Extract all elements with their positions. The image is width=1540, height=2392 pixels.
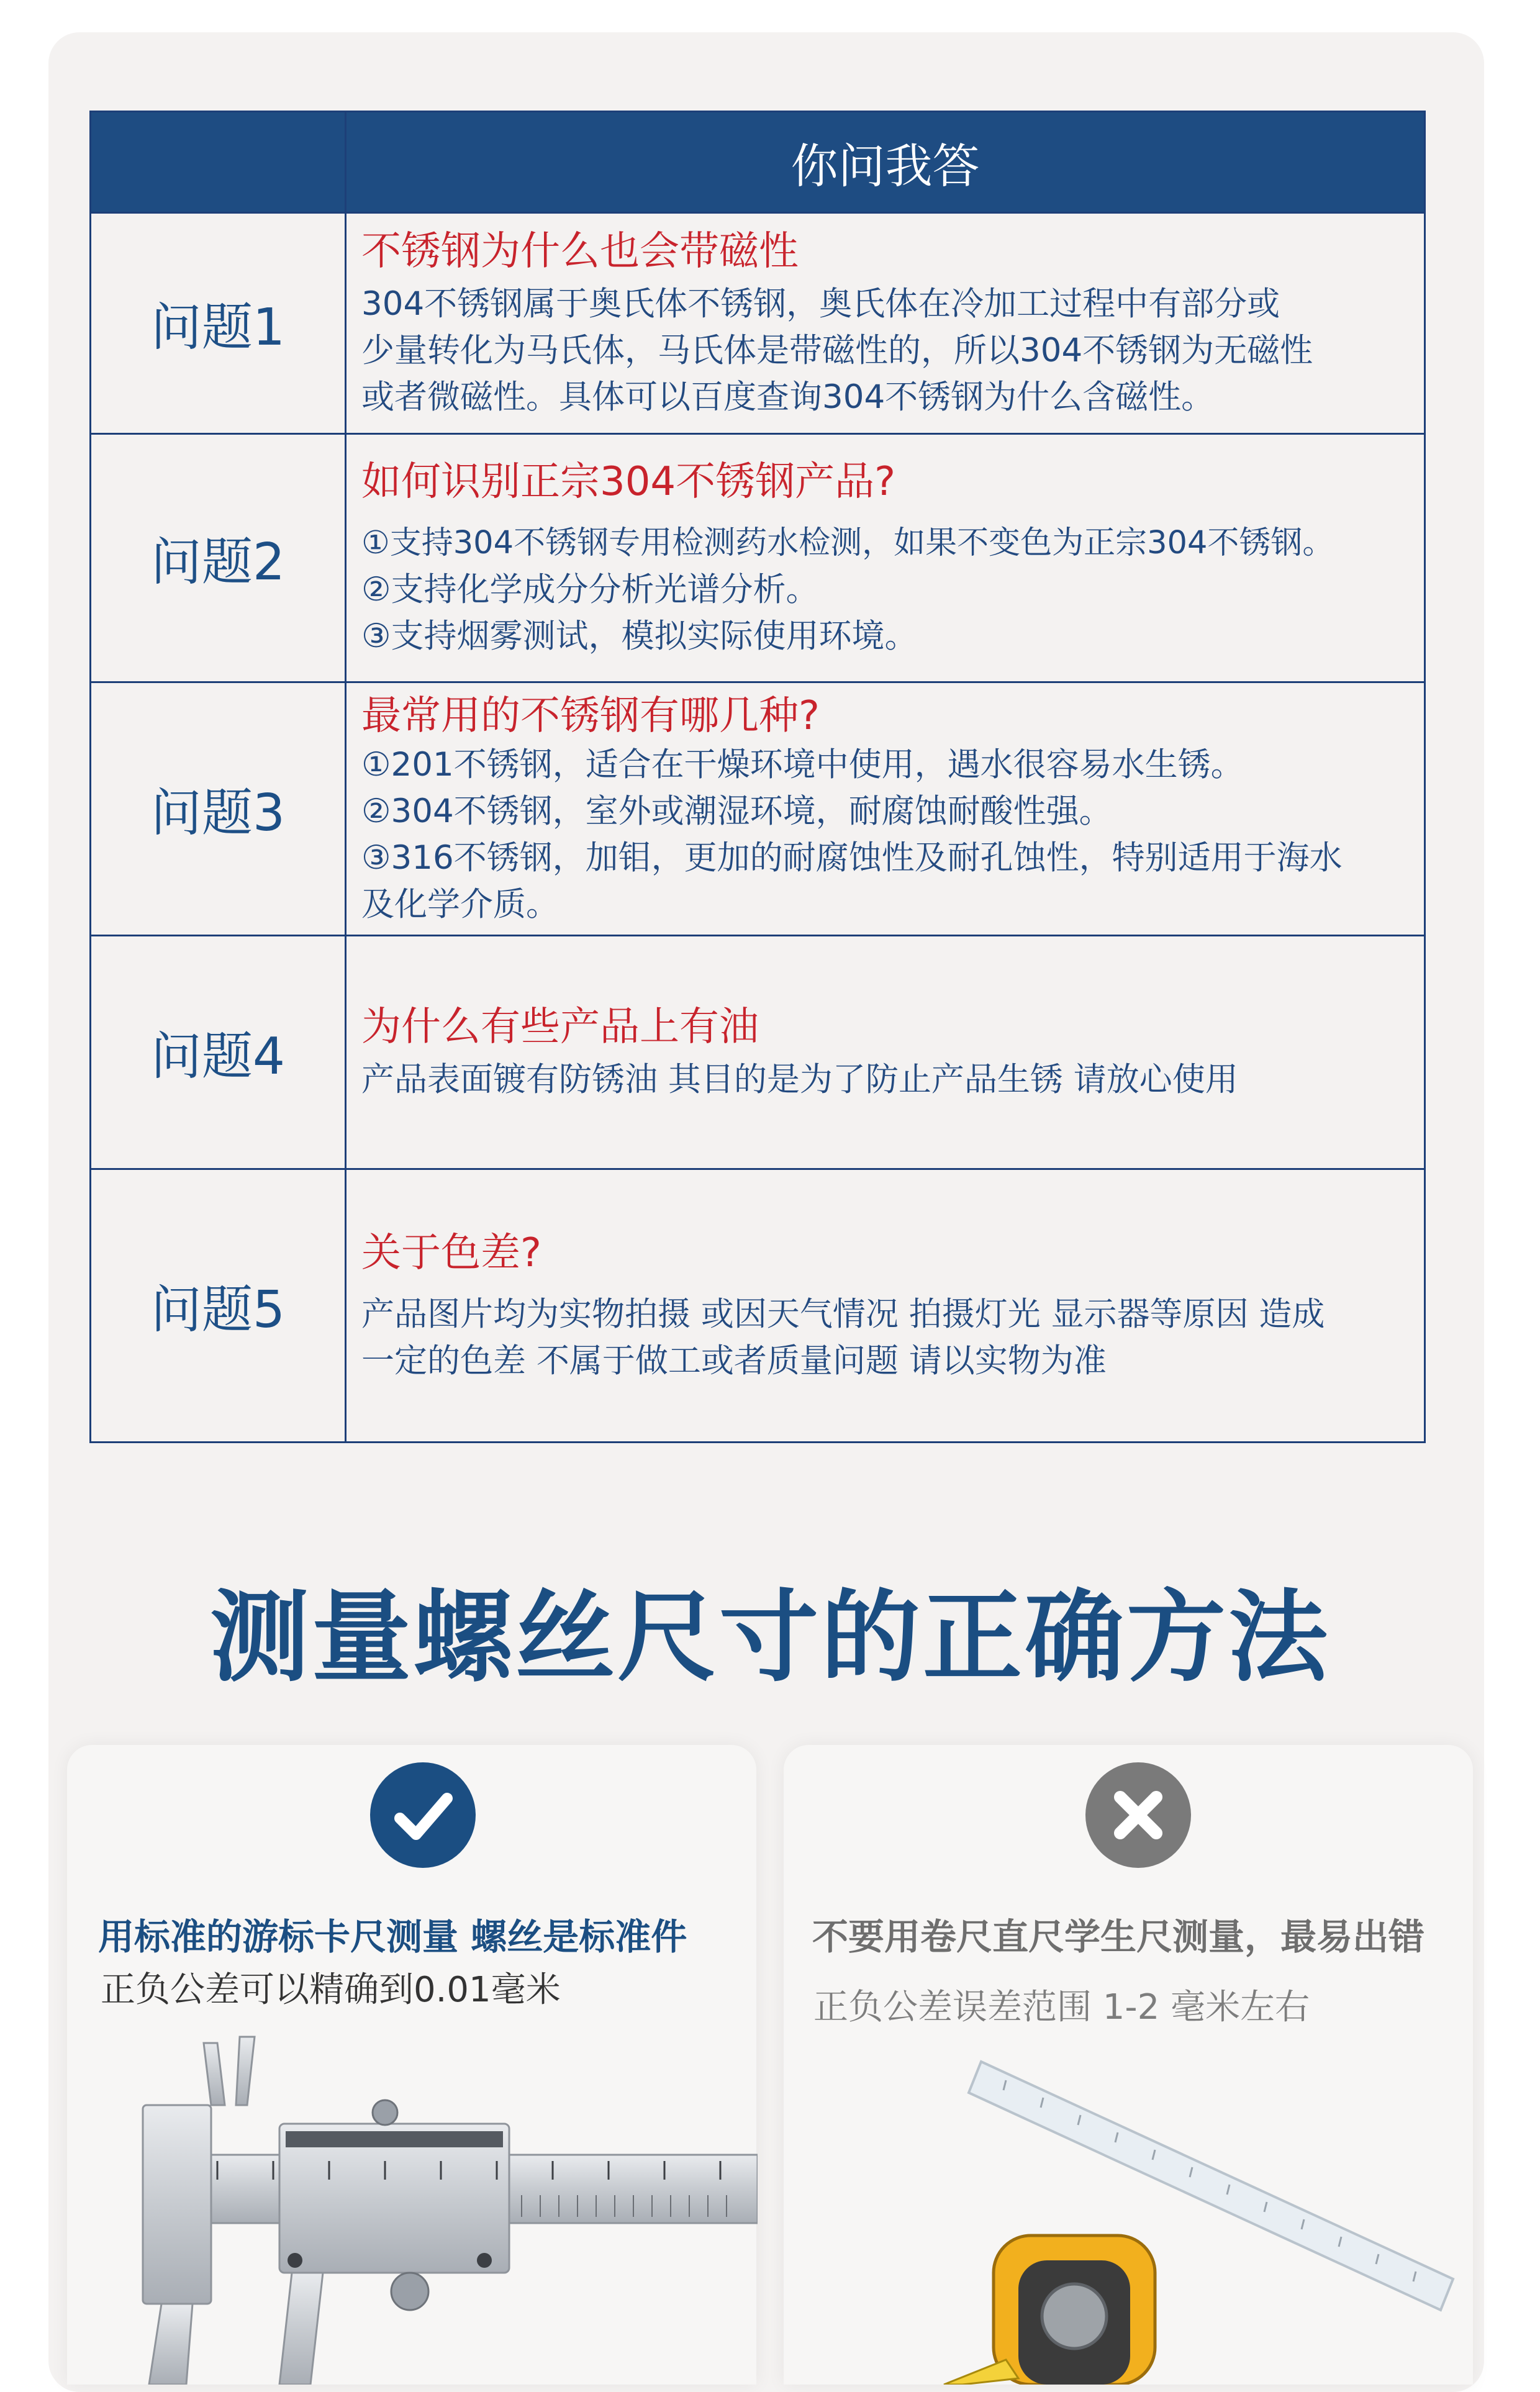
faq-row-4 — [91, 936, 1425, 1169]
answer-line: 一定的色差 不属于做工或者质量问题 请以实物为准 — [361, 1341, 1107, 1380]
answer-line: ②304不锈钢，室外或潮湿环境，耐腐蚀耐酸性强。 — [361, 792, 1112, 830]
vernier-caliper-image — [137, 2031, 758, 2385]
answer-line: 少量转化为马氏体，马氏体是带磁性的，所以304不锈钢为无磁性 — [361, 332, 1313, 369]
answer-line: ①支持304不锈钢专用检测药水检测，如果不变色为正宗304不锈钢。 — [361, 525, 1334, 561]
faq-row-5 — [91, 1169, 1425, 1443]
question-label: 问题4 — [91, 936, 346, 1169]
answer-line: ②支持化学成分分析光谱分析。 — [361, 571, 819, 609]
answer-cell — [346, 682, 1425, 936]
correct-method-title: 用标准的游标卡尺测量 螺丝是标准件 — [98, 1916, 687, 1958]
faq-header: 你问我答 — [346, 112, 1425, 213]
faq-header-corner — [91, 112, 346, 213]
question-label: 问题3 — [91, 682, 346, 936]
faq-row-3 — [91, 682, 1425, 936]
answer-cell — [346, 1169, 1425, 1443]
wrong-method-subtitle: 正负公差误差范围 1-2 毫米左右 — [813, 1987, 1310, 2027]
answer-line: 或者微磁性。具体可以百度查询304不锈钢为什么含磁性。 — [361, 378, 1215, 416]
answer-cell — [346, 936, 1425, 1169]
answer-title: 如何识别正宗304不锈钢产品? — [361, 459, 896, 505]
faq-table — [89, 111, 1426, 1443]
measure-section-title: 测量螺丝尺寸的正确方法 — [209, 1579, 1330, 1695]
answer-title: 关于色差? — [361, 1230, 541, 1276]
answer-line: 304不锈钢属于奥氏体不锈钢，奥氏体在冷加工过程中有部分或 — [361, 285, 1280, 323]
faq-header-row — [91, 112, 1425, 213]
answer-line: ③316不锈钢，加钼，更加的耐腐蚀性及耐孔蚀性，特别适用于海水 — [361, 838, 1343, 877]
question-label: 问题1 — [91, 213, 346, 434]
answer-line: 产品图片均为实物拍摄 或因天气情况 拍摄灯光 显示器等原因 造成 — [361, 1295, 1325, 1333]
answer-cell — [346, 434, 1425, 682]
wrong-method-title: 不要用卷尺直尺学生尺测量，最易出错 — [812, 1916, 1425, 1958]
answer-line: 及化学介质。 — [361, 885, 559, 923]
answer-line: ③支持烟雾测试，模拟实际使用环境。 — [361, 617, 918, 655]
cross-icon — [1085, 1762, 1191, 1868]
correct-method-subtitle: 正负公差可以精确到0.01毫米 — [101, 1970, 561, 2010]
faq-row-2 — [91, 434, 1425, 682]
answer-title: 最常用的不锈钢有哪几种? — [361, 692, 820, 739]
ruler-and-tape-measure-image — [894, 2049, 1478, 2385]
answer-line: ①201不锈钢，适合在干燥环境中使用，遇水很容易水生锈。 — [361, 745, 1244, 784]
answer-title: 为什么有些产品上有油 — [361, 1004, 759, 1050]
question-label: 问题5 — [91, 1169, 346, 1443]
faq-row-1 — [91, 213, 1425, 434]
answer-cell — [346, 213, 1425, 434]
answer-title: 不锈钢为什么也会带磁性 — [361, 229, 799, 274]
question-label: 问题2 — [91, 434, 346, 682]
check-icon — [370, 1762, 476, 1868]
answer-line: 产品表面镀有防锈油 其目的是为了防止产品生锈 请放心使用 — [361, 1061, 1238, 1099]
